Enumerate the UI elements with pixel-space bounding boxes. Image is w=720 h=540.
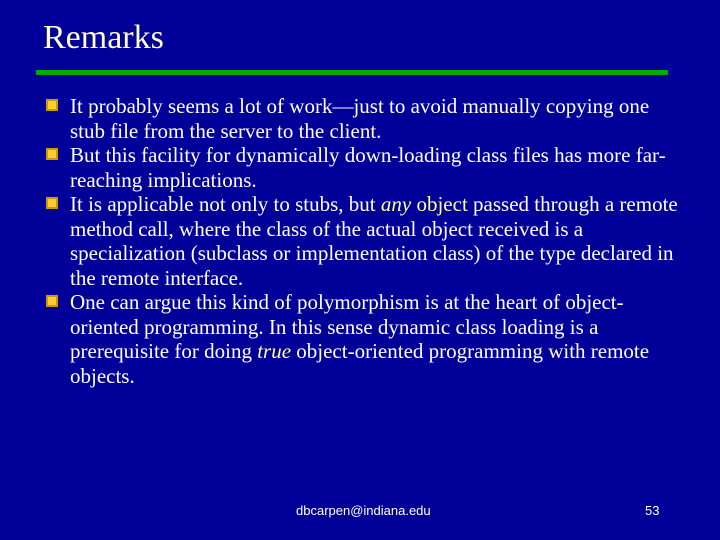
diamond-bullet-icon [44, 97, 60, 113]
bullet-item [44, 192, 684, 290]
highlight-text: object [411, 192, 468, 216]
diamond-bullet-icon [44, 195, 60, 211]
slide-title: Remarks [43, 19, 164, 56]
emphasis-text: any [380, 192, 412, 216]
bullet-text-post: object-oriented programming with remote objects. [70, 339, 650, 388]
diamond-bullet-icon [44, 146, 60, 162]
bullet-item [44, 94, 684, 143]
bullet-text: But this facility for dynamically down-loading class files has more far-reaching implications. [70, 143, 666, 192]
bullet-item [44, 143, 684, 192]
page-number: 53 [645, 503, 660, 518]
emphasis-text: true [257, 339, 292, 363]
footer-email: dbcarpen@indiana.edu [296, 503, 431, 518]
bullet-item [44, 290, 684, 388]
diamond-bullet-icon [44, 293, 60, 309]
bullet-text-pre: One can argue this kind of polymorphism is at the heart of object-oriented programming. In this sense dynamic class loading is a prerequisite for doing [70, 290, 624, 363]
bullet-text: It probably seems a lot of work—just to avoid manually copying one stub file from the server to the client. [70, 94, 650, 143]
title-divider [36, 70, 668, 75]
bullet-list [44, 94, 684, 388]
bullet-text-post: passed through a remote method call, where the class of the actual object received is a specialization (subclass or implementation class) of the type declared in the remote interface. [70, 192, 678, 290]
bullet-text-pre: It is applicable not only to stubs, but [70, 192, 381, 216]
